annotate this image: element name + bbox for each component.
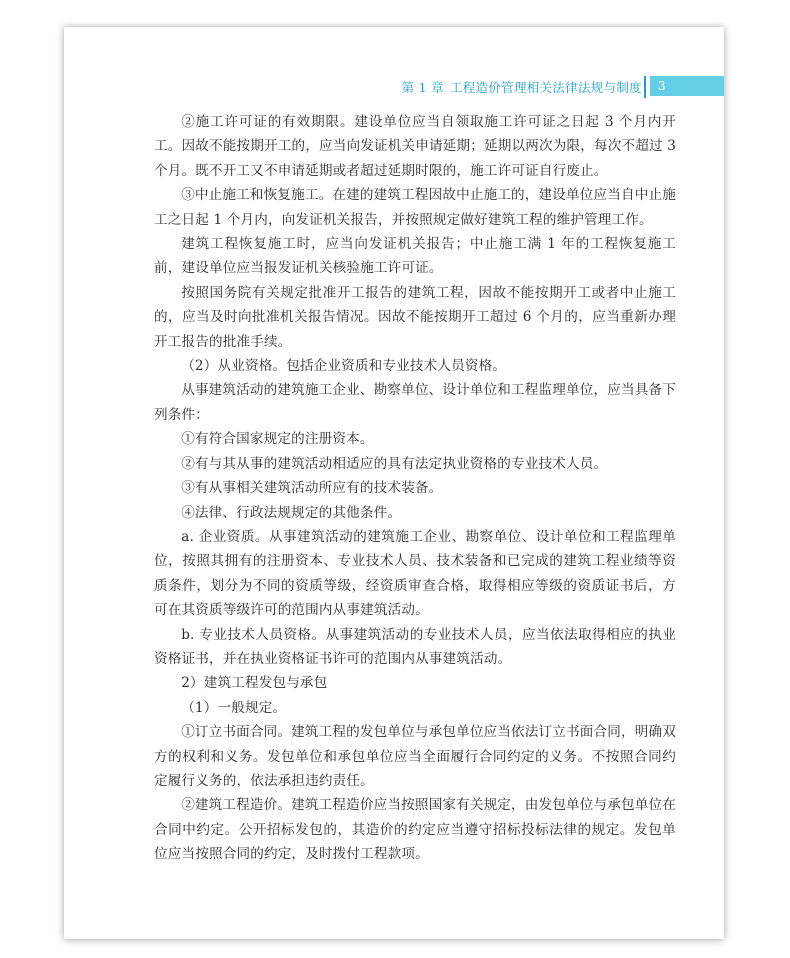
section-heading: 2）建筑工程发包与承包 — [181, 675, 328, 692]
paragraph: ②建筑工程造价。建筑工程造价应当按照国家有关规定，由发包单位与承包单位在合同中约定。公开招标发包的，其造价的约定应当遵守招标投标法律的规定。发包单位应当按照合同的约定，及时拨付工程款项。 — [154, 797, 676, 863]
paragraph: ④法律、行政法规规定的其他条件。 — [181, 504, 402, 521]
paragraph: （2）从业资格。包括企业资质和专业技术人员资格。 — [181, 358, 507, 375]
header-divider — [644, 76, 646, 98]
subsection-heading: （1）一般规定。 — [181, 699, 287, 716]
paragraph: b. 专业技术人员资格。从事建筑活动的专业技术人员，应当依法取得相应的执业资格证书，并在执业资格证书许可的范围内从事建筑活动。 — [154, 626, 676, 667]
body-text — [154, 110, 676, 867]
chapter-number: 第 1 章 — [401, 80, 444, 95]
chapter-name: 工程造价管理相关法律法规与制度 — [449, 80, 642, 95]
paragraph: ①订立书面合同。建筑工程的发包单位与承包单位应当依法订立书面合同，明确双方的权利和义务。发包单位和承包单位应当全面履行合同约定的义务。不按照合同约定履行义务的，依法承担违约责任。 — [154, 724, 676, 789]
running-header — [64, 76, 724, 98]
paragraph: ③有从事相关建筑活动所应有的技术装备。 — [181, 480, 443, 497]
chapter-title — [402, 78, 642, 96]
paragraph: ③中止施工和恢复施工。在建的建筑工程因故中止施工的，建设单位应当自中止施工之日起 1 个月内，向发证机关报告，并按照规定做好建筑工程的维护管理工作。 — [154, 187, 676, 228]
paragraph: ①有符合国家规定的注册资本。 — [181, 431, 374, 448]
paragraph: 按照国务院有关规定批准开工报告的建筑工程，因故不能按期开工或者中止施工的，应当及时向批准机关报告情况。因故不能按期开工超过 6 个月的，应当重新办理开工报告的批准手续。 — [154, 284, 676, 350]
document-page — [64, 27, 724, 939]
paragraph: ②有与其从事的建筑活动相适应的具有法定执业资格的专业技术人员。 — [181, 455, 608, 472]
paragraph: a. 企业资质。从事建筑活动的建筑施工企业、勘察单位、设计单位和工程监理单位，按照其拥有的注册资本、专业技术人员、技术装备和已完成的建筑工程业绩等资质条件，划分为不同的资质等级，经资质审查合格，取得相应等级的资质证书后，方可在其资质等级许可的范围内从事建筑活动。 — [154, 528, 676, 619]
paragraph: 从事建筑活动的建筑施工企业、勘察单位、设计单位和工程监理单位，应当具备下列条件： — [154, 382, 676, 423]
paragraph: 建筑工程恢复施工时，应当向发证机关报告；中止施工满 1 年的工程恢复施工前，建设单位应当报发证机关核验施工许可证。 — [154, 236, 676, 277]
page-number: 3 — [650, 76, 724, 96]
paragraph: ②施工许可证的有效期限。建设单位应当自领取施工许可证之日起 3 个月内开工。因故不能按期开工的，应当向发证机关申请延期；延期以两次为限，每次不超过 3 个月。既不开工又不申请延期或者超过延期时限的，施工许可证自行废止。 — [154, 114, 676, 179]
